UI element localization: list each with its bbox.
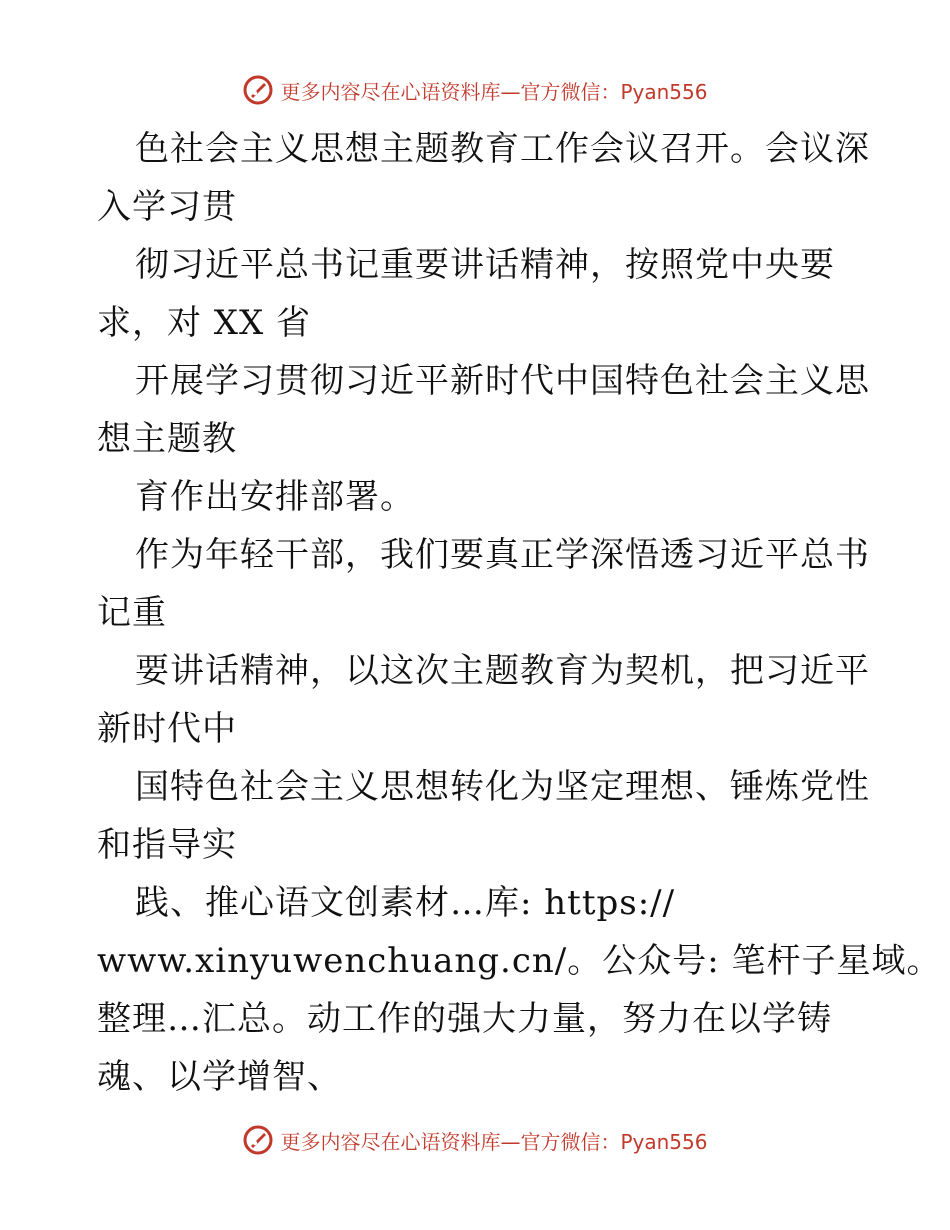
- header-banner: [0, 72, 950, 108]
- body-line: 想主题教: [97, 419, 237, 459]
- header-banner-text: 更多内容尽在心语资料库—官方微信：Pyan556: [280, 79, 708, 104]
- body-line: 作为年轻干部，我们要真正学深悟透习近平总书: [135, 535, 870, 575]
- body-line: 新时代中: [97, 709, 237, 749]
- body-line: 育作出安排部署。: [135, 477, 415, 517]
- body-line: 要讲话精神，以这次主题教育为契机，把习近平: [135, 651, 870, 691]
- body-line: 开展学习贯彻习近平新时代中国特色社会主义思: [135, 361, 870, 401]
- footer-banner-text: 更多内容尽在心语资料库—官方微信：Pyan556: [280, 1129, 708, 1154]
- body-line: 和指导实: [97, 825, 237, 865]
- quill-logo-icon: [242, 74, 274, 106]
- body-line: 国特色社会主义思想转化为坚定理想、锤炼党性: [135, 767, 870, 807]
- footer-banner: [0, 1122, 950, 1158]
- body-line: www.xinyuwenchuang.cn/。公众号: 笔杆子星域。: [97, 941, 942, 981]
- body-line: 践、推心语文创素材…库: https://: [135, 883, 676, 923]
- body-line: 整理…汇总。动工作的强大力量，努力在以学铸: [97, 999, 832, 1039]
- body-line: 魂、以学增智、: [97, 1057, 342, 1097]
- body-line: 入学习贯: [97, 187, 237, 227]
- quill-logo-icon: [242, 1124, 274, 1156]
- body-line: 彻习近平总书记重要讲话精神，按照党中央要: [135, 245, 835, 285]
- document-body: [97, 120, 942, 1106]
- body-line: 记重: [97, 593, 167, 633]
- body-line: 色社会主义思想主题教育工作会议召开。会议深: [135, 129, 870, 169]
- body-line: 求，对 XX 省: [97, 303, 312, 343]
